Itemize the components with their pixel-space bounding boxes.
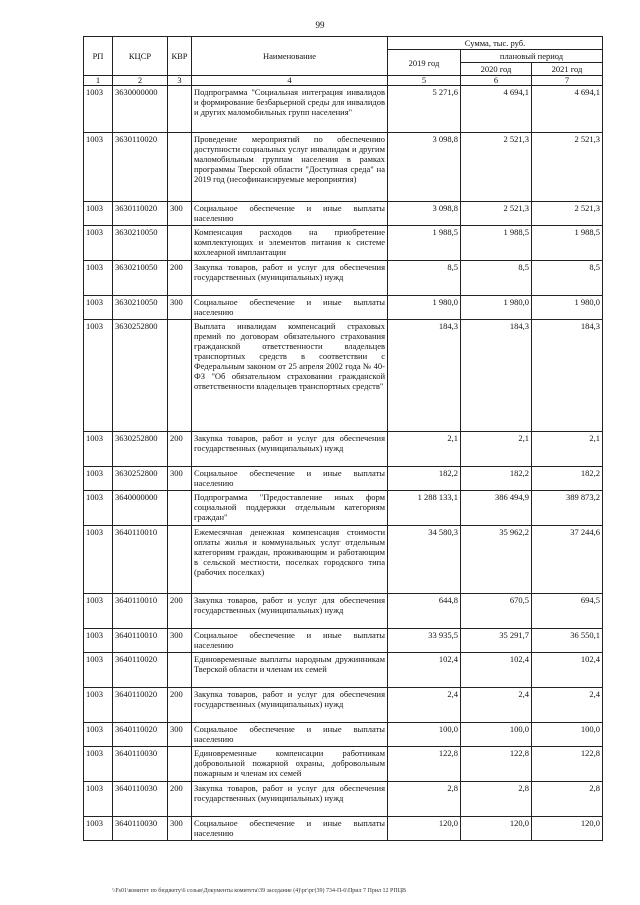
cell-kvr: 200 <box>168 782 192 817</box>
cell-2020: 2,8 <box>461 782 532 817</box>
header-2021: 2021 год <box>532 63 603 76</box>
header-sum: Сумма, тыс. руб. <box>388 37 603 50</box>
cell-name: Подпрограмма "Предоставление иных форм социальной поддержки отдельным категориям граждан" <box>192 491 388 526</box>
cell-2021: 4 694,1 <box>532 86 603 133</box>
cell-2020: 184,3 <box>461 320 532 432</box>
cell-rp: 1003 <box>84 594 113 629</box>
cell-2021: 184,3 <box>532 320 603 432</box>
cell-kcsr: 3630210050 <box>113 226 168 261</box>
cell-name: Единовременные компенсации работникам добровольной пожарной охраны, добровольным пожарным и членам их семей <box>192 747 388 782</box>
table-row <box>84 296 603 320</box>
table-row <box>84 723 603 747</box>
cell-rp: 1003 <box>84 202 113 226</box>
header-plan-period: плановый период <box>461 50 603 63</box>
cell-kvr: 300 <box>168 723 192 747</box>
header-2019: 2019 год <box>388 50 461 76</box>
cell-name: Социальное обеспечение и иные выплаты населению <box>192 202 388 226</box>
cell-kvr <box>168 653 192 688</box>
cell-2019: 34 580,3 <box>388 526 461 594</box>
cell-2021: 36 550,1 <box>532 629 603 653</box>
cell-kcsr: 3630252800 <box>113 467 168 491</box>
cell-2021: 1 988,5 <box>532 226 603 261</box>
cell-kvr: 200 <box>168 688 192 723</box>
cell-name: Закупка товаров, работ и услуг для обеспечения государственных (муниципальных) нужд <box>192 782 388 817</box>
cell-kvr: 200 <box>168 261 192 296</box>
cell-rp: 1003 <box>84 747 113 782</box>
cell-rp: 1003 <box>84 688 113 723</box>
cell-kcsr: 3640000000 <box>113 491 168 526</box>
cell-2019: 184,3 <box>388 320 461 432</box>
cell-kvr: 200 <box>168 432 192 467</box>
cell-name: Единовременные выплаты народным дружинникам Тверской области и членам их семей <box>192 653 388 688</box>
cell-rp: 1003 <box>84 432 113 467</box>
cell-kvr <box>168 747 192 782</box>
table-row <box>84 653 603 688</box>
column-index-row <box>84 76 603 86</box>
cell-2019: 120,0 <box>388 817 461 841</box>
budget-table <box>83 36 603 841</box>
cell-2019: 2,8 <box>388 782 461 817</box>
cell-rp: 1003 <box>84 86 113 133</box>
page-number: 99 <box>315 20 325 30</box>
table-row <box>84 526 603 594</box>
column-index: 3 <box>168 76 192 86</box>
cell-kcsr: 3640110010 <box>113 526 168 594</box>
table-row <box>84 86 603 133</box>
cell-kvr <box>168 491 192 526</box>
column-index: 5 <box>388 76 461 86</box>
cell-2020: 120,0 <box>461 817 532 841</box>
table-row <box>84 432 603 467</box>
cell-kcsr: 3630000000 <box>113 86 168 133</box>
cell-rp: 1003 <box>84 261 113 296</box>
cell-2020: 2 521,3 <box>461 202 532 226</box>
cell-kcsr: 3640110020 <box>113 653 168 688</box>
header-name: Наименование <box>192 37 388 76</box>
cell-kcsr: 3640110030 <box>113 747 168 782</box>
cell-2019: 2,4 <box>388 688 461 723</box>
footer-file-path: \\Fs01\комитет по бюджету\6 созыв\Документы комитета\39 заседание (4)\рг\рг(39) 734-П-6\Прил 7 Прил 12 РПЦВ <box>112 888 407 894</box>
table-row <box>84 817 603 841</box>
cell-2021: 2,1 <box>532 432 603 467</box>
cell-kcsr: 3640110030 <box>113 817 168 841</box>
header-rp: РП <box>84 37 113 76</box>
column-index: 1 <box>84 76 113 86</box>
cell-2021: 102,4 <box>532 653 603 688</box>
cell-kcsr: 3640110010 <box>113 629 168 653</box>
cell-2020: 35 962,2 <box>461 526 532 594</box>
cell-2021: 2,4 <box>532 688 603 723</box>
cell-kcsr: 3640110010 <box>113 594 168 629</box>
cell-2020: 100,0 <box>461 723 532 747</box>
cell-2021: 100,0 <box>532 723 603 747</box>
table-row <box>84 202 603 226</box>
table-row <box>84 491 603 526</box>
table-row <box>84 594 603 629</box>
cell-name: Закупка товаров, работ и услуг для обеспечения государственных (муниципальных) нужд <box>192 261 388 296</box>
column-index: 6 <box>461 76 532 86</box>
cell-kvr: 300 <box>168 467 192 491</box>
cell-kcsr: 3640110030 <box>113 782 168 817</box>
cell-2021: 182,2 <box>532 467 603 491</box>
header-kvr: КВР <box>168 37 192 76</box>
cell-2020: 102,4 <box>461 653 532 688</box>
table-row <box>84 320 603 432</box>
cell-2019: 33 935,5 <box>388 629 461 653</box>
cell-kcsr: 3640110020 <box>113 688 168 723</box>
table-row <box>84 467 603 491</box>
cell-rp: 1003 <box>84 133 113 202</box>
cell-2020: 35 291,7 <box>461 629 532 653</box>
cell-rp: 1003 <box>84 320 113 432</box>
column-index: 7 <box>532 76 603 86</box>
cell-kvr: 300 <box>168 629 192 653</box>
table-row <box>84 747 603 782</box>
cell-name: Социальное обеспечение и иные выплаты населению <box>192 296 388 320</box>
cell-kvr <box>168 86 192 133</box>
cell-2019: 644,8 <box>388 594 461 629</box>
cell-kvr: 300 <box>168 817 192 841</box>
cell-name: Социальное обеспечение и иные выплаты населению <box>192 817 388 841</box>
cell-name: Проведение мероприятий по обеспечению доступности социальных услуг инвалидам и другим маломобильным группам населения в рамках программы Тверской области "Доступная среда" на 2019 год (несофинансируемые мероприятия) <box>192 133 388 202</box>
cell-name: Ежемесячная денежная компенсация стоимости оплаты жилья и коммунальных услуг отдельным категориям граждан, проживающим и работающим в сельской местности, поселках городского типа (рабочих поселках) <box>192 526 388 594</box>
cell-kvr <box>168 320 192 432</box>
cell-2019: 182,2 <box>388 467 461 491</box>
cell-kvr: 300 <box>168 202 192 226</box>
cell-2020: 182,2 <box>461 467 532 491</box>
cell-kcsr: 3630252800 <box>113 432 168 467</box>
cell-2020: 4 694,1 <box>461 86 532 133</box>
cell-2021: 122,8 <box>532 747 603 782</box>
cell-2020: 2,1 <box>461 432 532 467</box>
cell-name: Социальное обеспечение и иные выплаты населению <box>192 467 388 491</box>
table-row <box>84 782 603 817</box>
table-row <box>84 629 603 653</box>
cell-2021: 120,0 <box>532 817 603 841</box>
column-index: 4 <box>192 76 388 86</box>
cell-2019: 122,8 <box>388 747 461 782</box>
cell-rp: 1003 <box>84 226 113 261</box>
cell-2020: 1 980,0 <box>461 296 532 320</box>
cell-kcsr: 3630210050 <box>113 296 168 320</box>
cell-kcsr: 3630252800 <box>113 320 168 432</box>
cell-name: Закупка товаров, работ и услуг для обеспечения государственных (муниципальных) нужд <box>192 688 388 723</box>
cell-2020: 122,8 <box>461 747 532 782</box>
cell-2021: 1 980,0 <box>532 296 603 320</box>
cell-2021: 694,5 <box>532 594 603 629</box>
cell-2019: 1 980,0 <box>388 296 461 320</box>
cell-kcsr: 3640110020 <box>113 723 168 747</box>
cell-2020: 386 494,9 <box>461 491 532 526</box>
header-kcsr: КЦСР <box>113 37 168 76</box>
cell-2021: 389 873,2 <box>532 491 603 526</box>
cell-rp: 1003 <box>84 526 113 594</box>
cell-name: Подпрограмма "Социальная интеграция инвалидов и формирование безбарьерной среды для инвалидов и других маломобильных групп населения" <box>192 86 388 133</box>
cell-kvr: 200 <box>168 594 192 629</box>
cell-2021: 2 521,3 <box>532 133 603 202</box>
cell-2020: 2,4 <box>461 688 532 723</box>
table-row <box>84 133 603 202</box>
cell-2019: 5 271,6 <box>388 86 461 133</box>
cell-2021: 2,8 <box>532 782 603 817</box>
cell-name: Закупка товаров, работ и услуг для обеспечения государственных (муниципальных) нужд <box>192 594 388 629</box>
cell-kvr <box>168 133 192 202</box>
cell-2020: 1 988,5 <box>461 226 532 261</box>
cell-2021: 37 244,6 <box>532 526 603 594</box>
cell-2019: 100,0 <box>388 723 461 747</box>
cell-rp: 1003 <box>84 817 113 841</box>
cell-2019: 102,4 <box>388 653 461 688</box>
cell-rp: 1003 <box>84 467 113 491</box>
cell-2020: 670,5 <box>461 594 532 629</box>
cell-rp: 1003 <box>84 653 113 688</box>
cell-name: Закупка товаров, работ и услуг для обеспечения государственных (муниципальных) нужд <box>192 432 388 467</box>
table-row <box>84 226 603 261</box>
cell-kcsr: 3630210050 <box>113 261 168 296</box>
cell-2019: 8,5 <box>388 261 461 296</box>
cell-2019: 2,1 <box>388 432 461 467</box>
cell-kcsr: 3630110020 <box>113 133 168 202</box>
cell-2020: 2 521,3 <box>461 133 532 202</box>
cell-rp: 1003 <box>84 296 113 320</box>
column-index: 2 <box>113 76 168 86</box>
cell-name: Компенсация расходов на приобретение комплектующих и элементов питания к системе кохлеарной имплантации <box>192 226 388 261</box>
table-row <box>84 261 603 296</box>
cell-2019: 3 098,8 <box>388 133 461 202</box>
cell-name: Социальное обеспечение и иные выплаты населению <box>192 629 388 653</box>
cell-rp: 1003 <box>84 491 113 526</box>
cell-2019: 3 098,8 <box>388 202 461 226</box>
cell-kvr <box>168 226 192 261</box>
cell-2021: 8,5 <box>532 261 603 296</box>
cell-2020: 8,5 <box>461 261 532 296</box>
cell-rp: 1003 <box>84 723 113 747</box>
cell-2019: 1 988,5 <box>388 226 461 261</box>
cell-kvr: 300 <box>168 296 192 320</box>
cell-name: Выплата инвалидам компенсаций страховых премий по договорам обязательного страхования гражданской ответственности владельцев транспортных средств в соответствии с Федеральным законом от 25 апреля 2002 года № 40-ФЗ "Об обязательном страховании гражданской ответственности владельцев транспортных средств" <box>192 320 388 432</box>
cell-rp: 1003 <box>84 782 113 817</box>
header-2020: 2020 год <box>461 63 532 76</box>
cell-kvr <box>168 526 192 594</box>
cell-kcsr: 3630110020 <box>113 202 168 226</box>
cell-name: Социальное обеспечение и иные выплаты населению <box>192 723 388 747</box>
cell-2021: 2 521,3 <box>532 202 603 226</box>
table-row <box>84 688 603 723</box>
cell-2019: 1 288 133,1 <box>388 491 461 526</box>
cell-rp: 1003 <box>84 629 113 653</box>
